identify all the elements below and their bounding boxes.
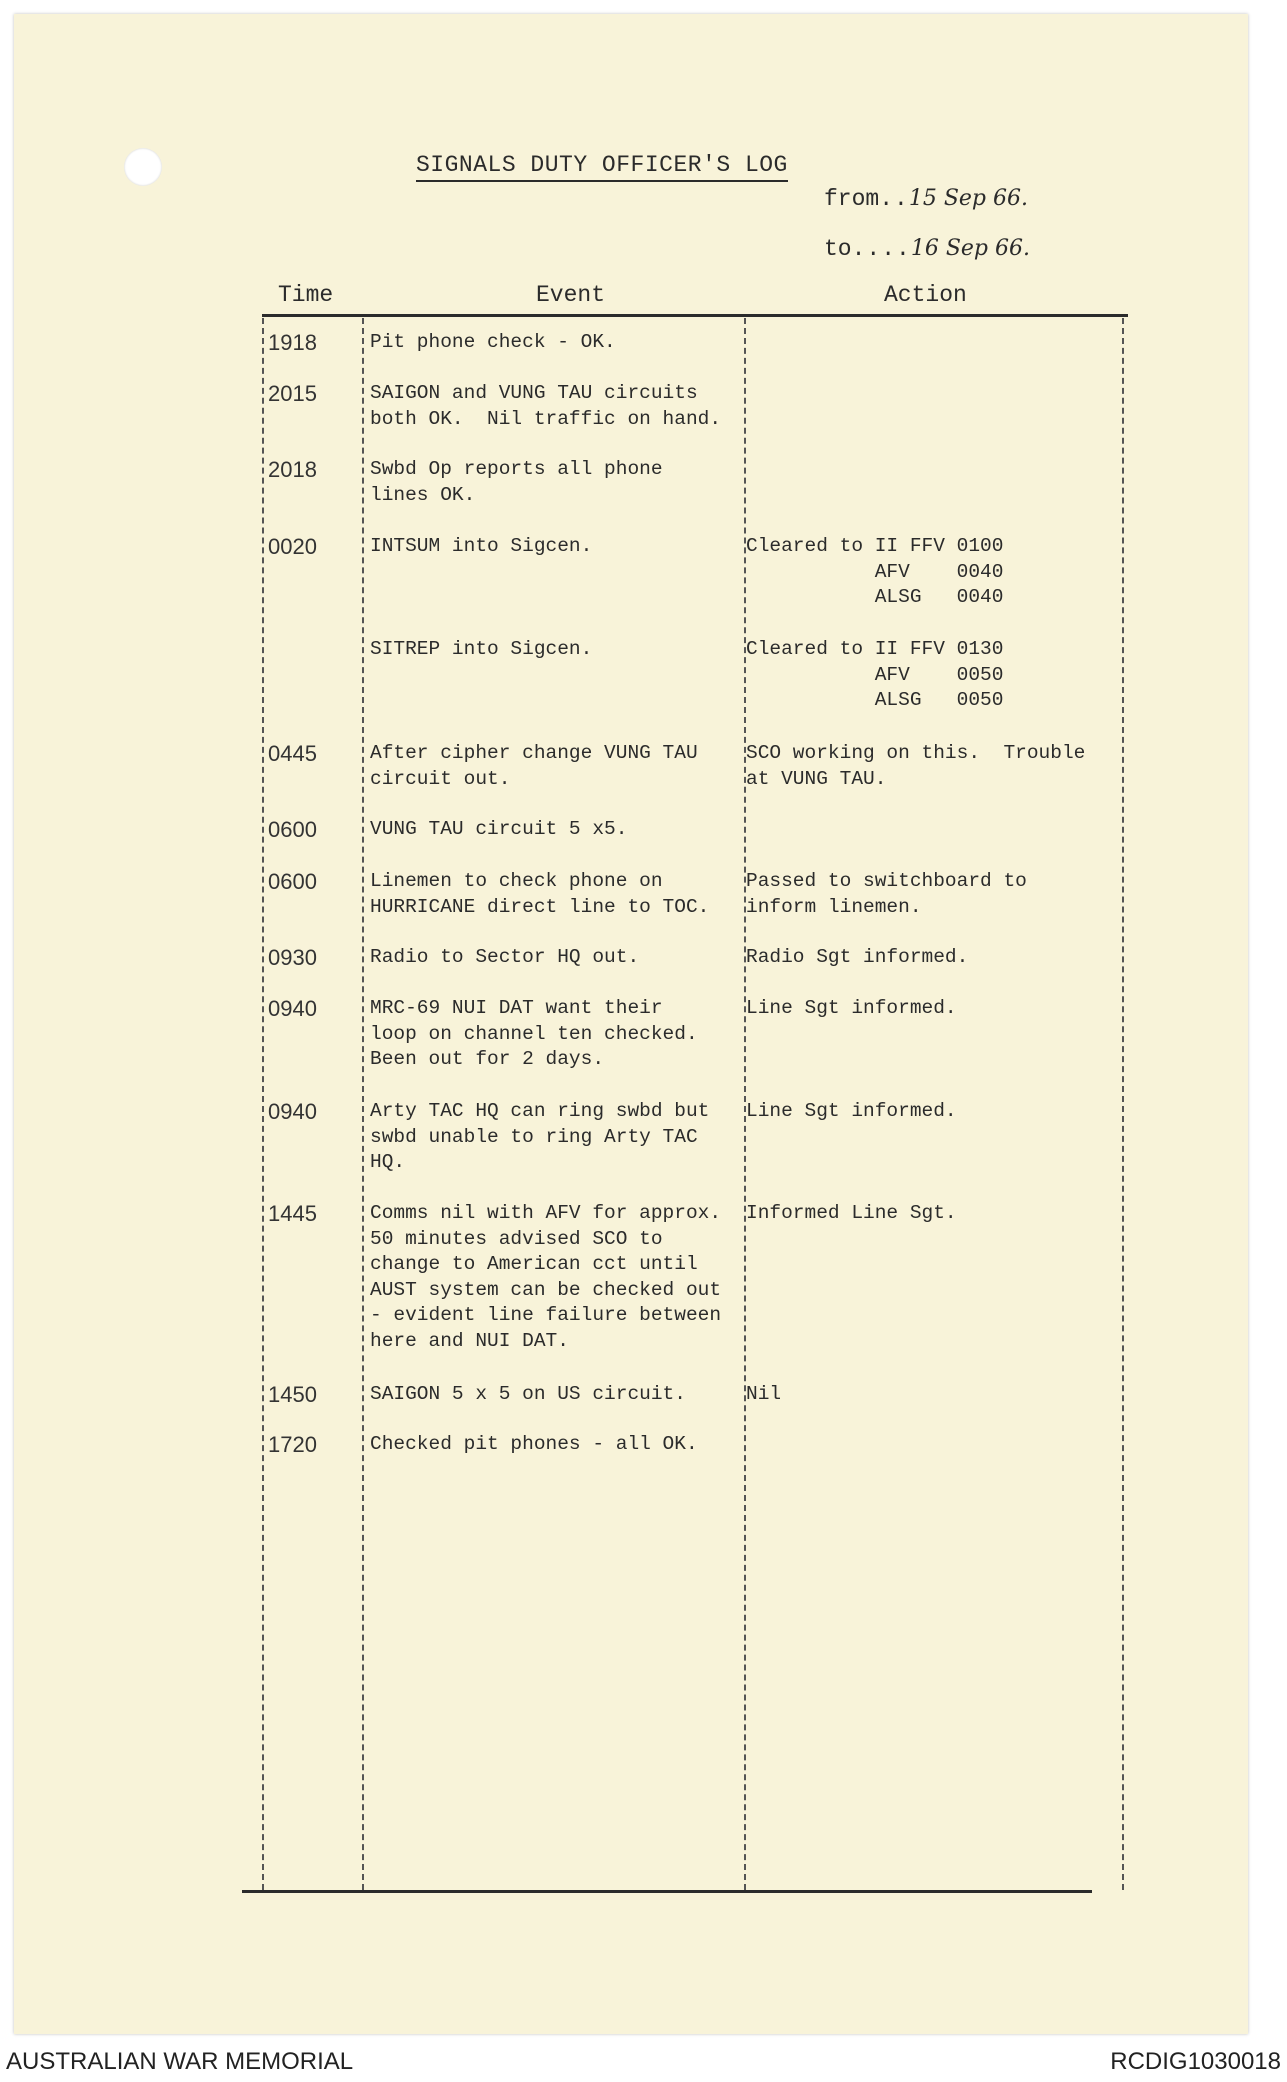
from-date: 15 Sep 66. [908, 186, 1028, 211]
entry-event: Pit phone check - OK. [370, 331, 616, 353]
entry-time: 2015 [268, 381, 317, 406]
entry-event: SAIGON 5 x 5 on US circuit. [370, 1383, 686, 1405]
entry-event: Checked pit phones - all OK. [370, 1433, 698, 1455]
column-header-action: Action [884, 282, 967, 308]
entry-event: Linemen to check phone on HURRICANE direct line to TOC. [370, 870, 710, 918]
entry-time: 1720 [268, 1432, 317, 1457]
entry-time: 0930 [268, 945, 317, 970]
from-label: from [824, 186, 880, 212]
entry-time: 1445 [268, 1201, 317, 1226]
entry-action: Nil [746, 1383, 782, 1405]
column-header-event: Event [536, 282, 606, 308]
entry-action: SCO working on this. Trouble at VUNG TAU. [746, 742, 1086, 790]
entry-event: VUNG TAU circuit 5 x5. [370, 818, 628, 840]
entry-action: Informed Line Sgt. [746, 1202, 957, 1224]
footer-id: RCDIG1030018 [1110, 2048, 1281, 2075]
entry-event: Comms nil with AFV for approx. 50 minutes advised SCO to change to American cct until AUST system can be checked out - evident line failure between here and NUI DAT. [370, 1202, 722, 1352]
entry-time: 0940 [268, 1099, 317, 1124]
entry-event: After cipher change VUNG TAU circuit out. [370, 742, 698, 790]
entry-event: SITREP into Sigcen. [370, 638, 593, 660]
entry-time: 0600 [268, 869, 317, 894]
entry-time: 1918 [268, 330, 317, 355]
entry-event: Radio to Sector HQ out. [370, 946, 640, 968]
entry-action: Cleared to II FFV 0130 AFV 0050 ALSG 0050 [746, 638, 1004, 711]
entry-time: 1450 [268, 1382, 317, 1407]
entry-time: 0940 [268, 996, 317, 1021]
column-divider [1122, 318, 1124, 1890]
date-from: from..15 Sep 66. [824, 186, 1028, 212]
header-rule [262, 314, 1128, 317]
entry-time: 0445 [268, 741, 317, 766]
entry-time: 0020 [268, 534, 317, 559]
column-divider [362, 318, 364, 1890]
entry-action: Radio Sgt informed. [746, 946, 969, 968]
bottom-rule [242, 1890, 1092, 1893]
entry-event: MRC-69 NUI DAT want their loop on channel ten checked. Been out for 2 days. [370, 997, 698, 1070]
entry-action: Cleared to II FFV 0100 AFV 0040 ALSG 0040 [746, 535, 1004, 608]
entry-time: 2018 [268, 457, 317, 482]
entry-action: Line Sgt informed. [746, 997, 957, 1019]
to-label: to [824, 236, 852, 262]
entry-action: Line Sgt informed. [746, 1100, 957, 1122]
column-divider [262, 318, 264, 1890]
entry-time: 0600 [268, 817, 317, 842]
entry-event: SAIGON and VUNG TAU circuits both OK. Nil traffic on hand. [370, 382, 722, 430]
entry-action: Passed to switchboard to inform linemen. [746, 870, 1027, 918]
entry-event: Arty TAC HQ can ring swbd but swbd unable to ring Arty TAC HQ. [370, 1100, 710, 1173]
entry-event: INTSUM into Sigcen. [370, 535, 593, 557]
to-date: 16 Sep 66. [910, 236, 1030, 261]
log-title: SIGNALS DUTY OFFICER'S LOG [416, 152, 788, 182]
column-header-time: Time [278, 282, 334, 308]
footer-source: AUSTRALIAN WAR MEMORIAL [6, 2048, 354, 2075]
punch-hole [124, 148, 162, 186]
date-to: to....16 Sep 66. [824, 236, 1030, 262]
entry-event: Swbd Op reports all phone lines OK. [370, 458, 663, 506]
